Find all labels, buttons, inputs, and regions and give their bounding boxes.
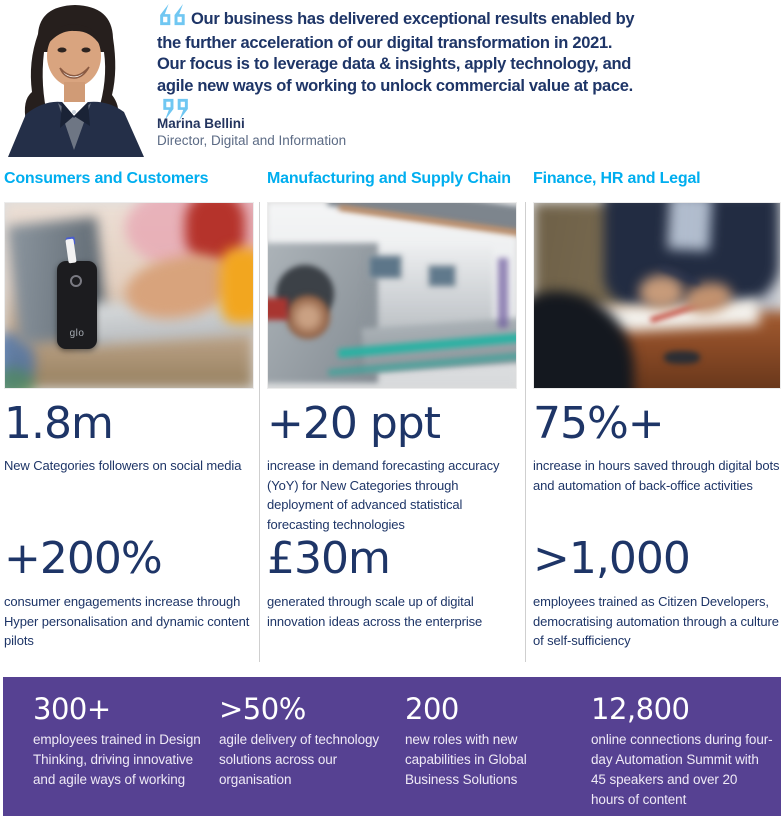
footer-stat [33, 692, 211, 790]
stat-value: +200% [4, 533, 162, 584]
stat-description: New Categories followers on social media [4, 458, 242, 473]
footer-stat-value: 200 [405, 692, 459, 726]
stat-description: consumer engagements increase through Hyper personalisation and dynamic content pilots [4, 594, 250, 648]
column-header-manufacturing: Manufacturing and Supply Chain [267, 170, 511, 187]
column-divider-1 [259, 202, 260, 662]
stat-description: increase in hours saved through digital bots and automation of back-office activities [533, 458, 780, 493]
footer-stat-description: online connections during four-day Automation Summit with 45 speakers and over 20 hours of content [591, 732, 773, 807]
device-brand-label: glo [69, 328, 85, 339]
quote-author-role: Director, Digital and Information [157, 133, 347, 148]
stat-description: employees trained as Citizen Developers, democratising automation through a culture of self-sufficiency [533, 594, 779, 648]
stat-value: 1.8m [4, 398, 113, 449]
yellow-sleeve [220, 248, 254, 323]
stat-value: +20 ppt [267, 398, 440, 449]
device-button-ring [70, 275, 82, 287]
footer-highlights-band [3, 677, 781, 816]
stat-value: £30m [267, 533, 390, 584]
consumers-photo [4, 202, 254, 389]
column-header-finance: Finance, HR and Legal [533, 170, 701, 187]
hero-quote [157, 4, 635, 127]
copper-reel [286, 295, 330, 339]
footer-stat [591, 692, 773, 810]
footer-stat-value: 12,800 [591, 692, 690, 726]
quote-paragraph [157, 4, 635, 127]
footer-stat-value: >50% [219, 692, 306, 726]
footer-stat-value: 300+ [33, 692, 111, 726]
footer-stat-description: new roles with new capabilities in Global Business Solutions [405, 732, 527, 787]
stat-value: >1,000 [533, 533, 690, 584]
phone-on-table [664, 351, 700, 364]
footer-stat-description: agile delivery of technology solutions across our organisation [219, 732, 380, 787]
finance-photo [533, 202, 781, 389]
striped-shirt [668, 202, 713, 251]
quote-text: Our business has delivered exceptional results enabled by the further acceleration of our digital transformation in 2021. Our focus is to leverage data & insights, apply technology, and agile new ways of working to unlock commercial value at pace. [157, 10, 635, 95]
portrait-illustration [0, 0, 150, 157]
control-screen-2 [428, 265, 456, 287]
portrait-photo-marina-bellini [0, 0, 150, 157]
footer-stat-description: employees trained in Design Thinking, driving innovative and agile ways of working [33, 732, 201, 787]
stat-description: increase in demand forecasting accuracy (YoY) for New Categories through deployment of advanced statistical forecasting technologies [267, 458, 500, 532]
quote-author-name: Marina Bellini [157, 116, 245, 131]
manufacturing-photo [267, 202, 517, 389]
column-header-consumers: Consumers and Customers [4, 170, 209, 187]
hand-left [639, 275, 684, 309]
footer-stat [219, 692, 397, 790]
stat-description: generated through scale up of digital innovation ideas across the enterprise [267, 594, 483, 629]
footer-stat [405, 692, 583, 790]
stat-value: 75%+ [533, 398, 664, 449]
column-divider-2 [525, 202, 526, 662]
open-quote-icon [157, 4, 187, 33]
purple-pole [498, 258, 508, 328]
red-machine-part [267, 298, 288, 320]
control-screen [368, 255, 402, 279]
glo-device [57, 261, 97, 349]
